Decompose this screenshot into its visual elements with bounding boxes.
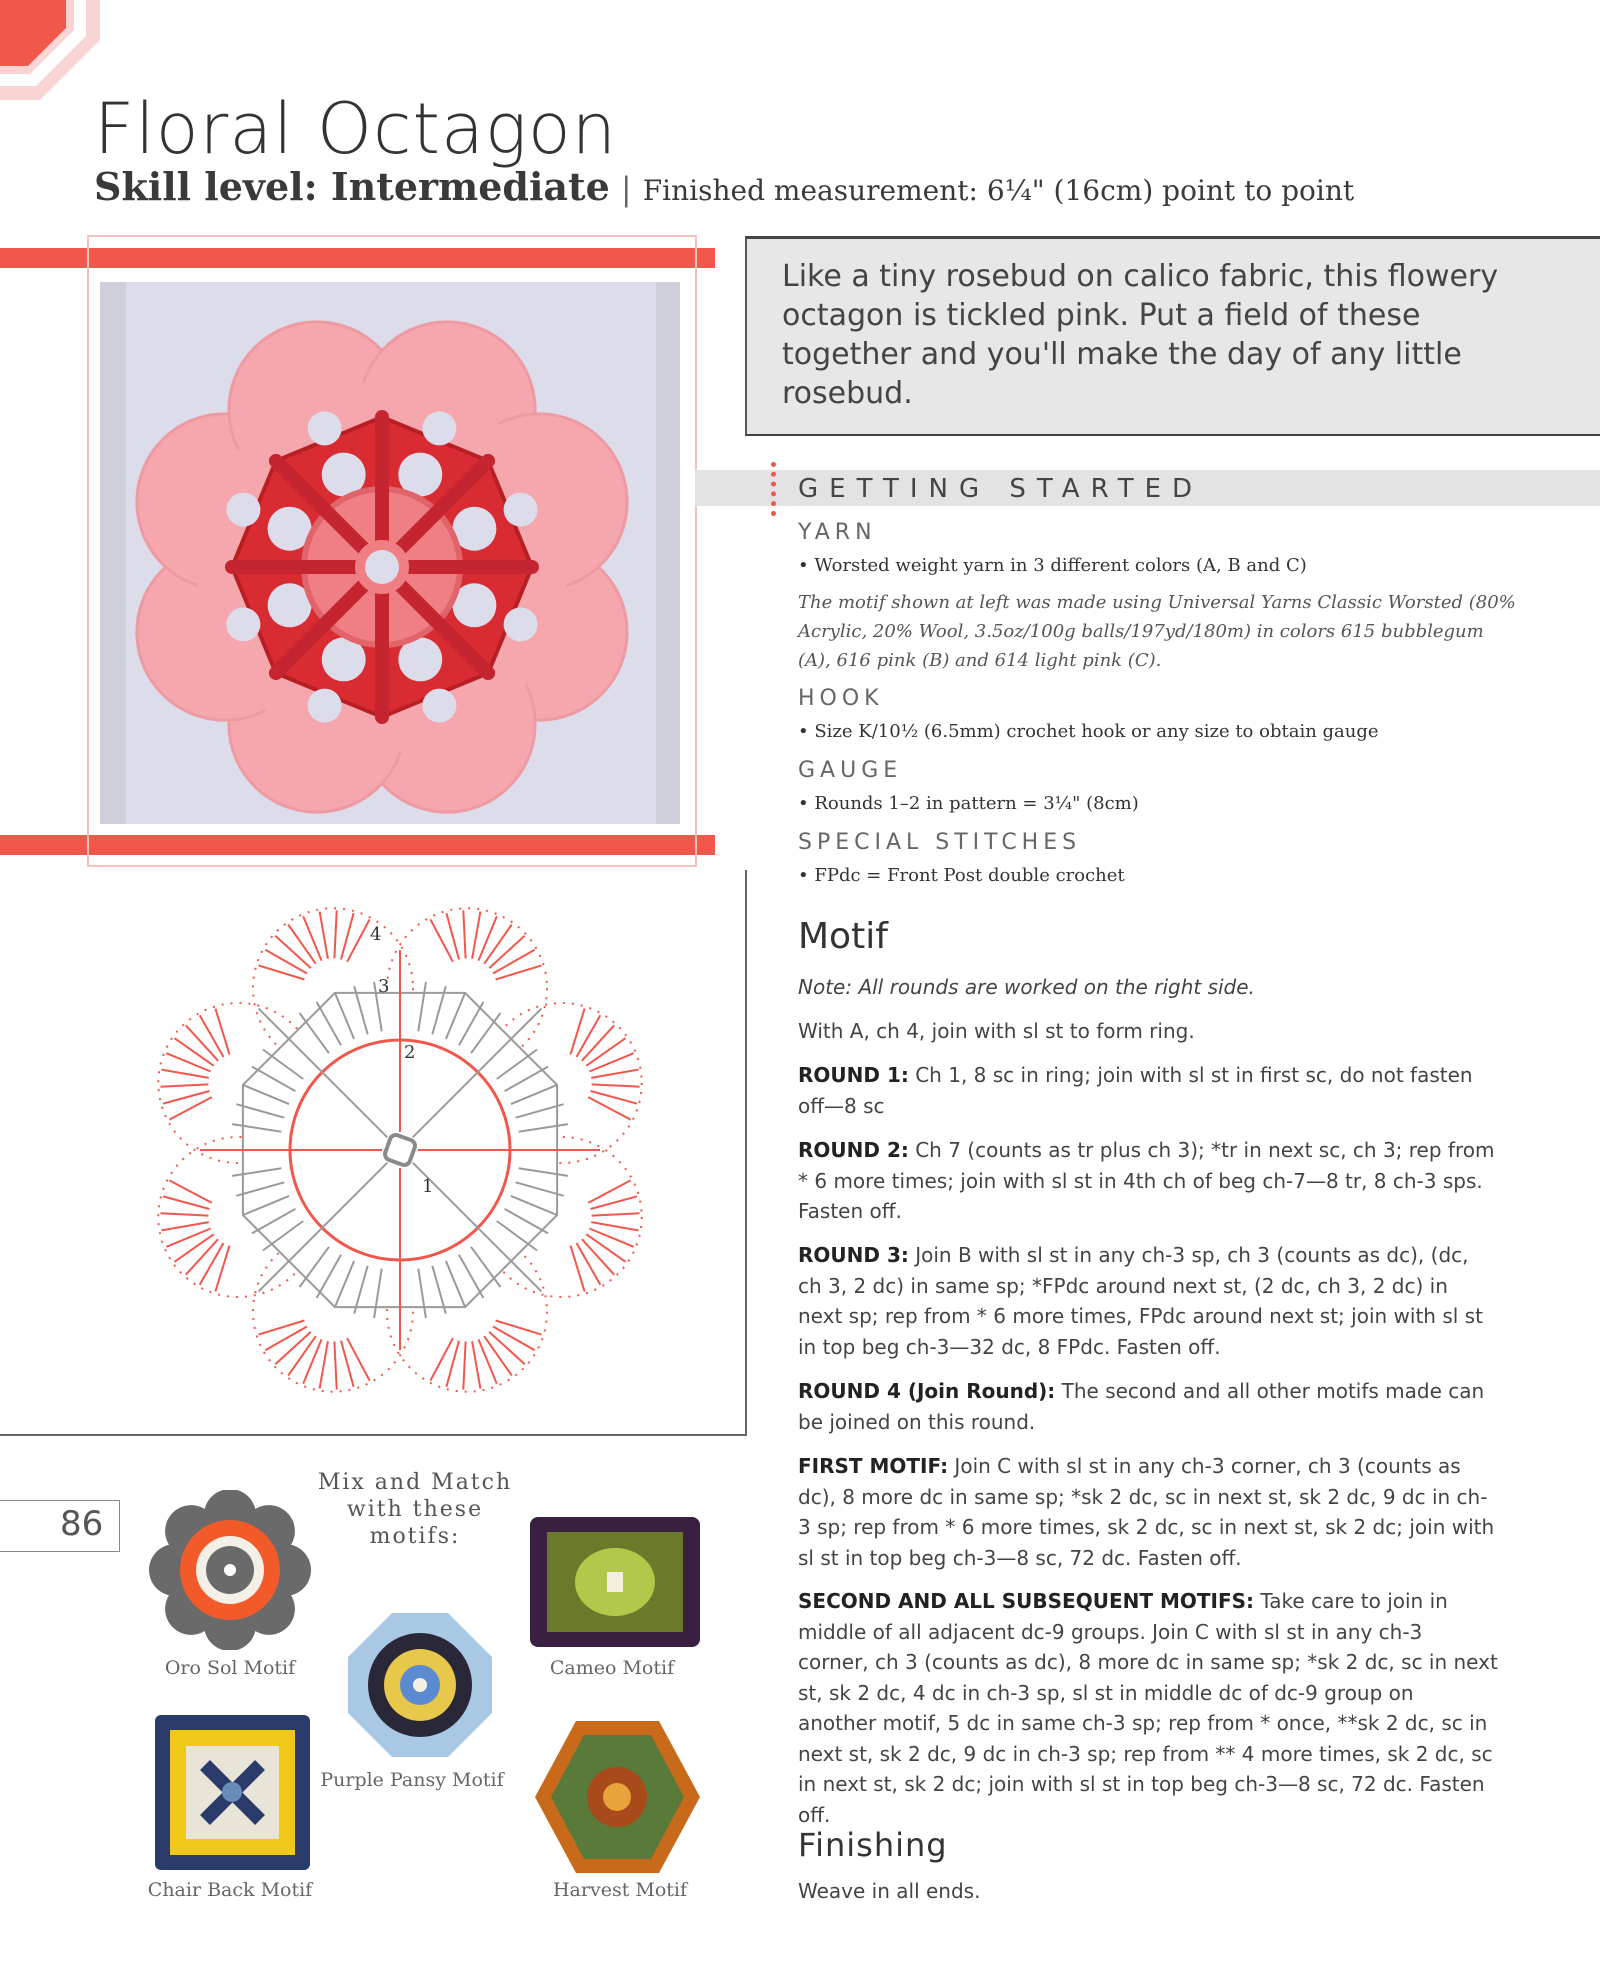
diagram-frame-right (745, 870, 747, 1436)
intro-text: Like a tiny rosebud on calico fabric, this flowery octagon is tickled pink. Put a field of these together and you'll make the day of any little rosebud. (782, 259, 1499, 411)
hole (308, 411, 342, 445)
thumbnail-label-chair-back: Chair Back Motif (147, 1879, 313, 1901)
round-2-text: Ch 7 (counts as tr plus ch 3); *tr in next sc, ch 3; rep from * 6 more times; join with sl st in 4th ch of beg ch-7—8 tr, 8 ch-3 sps. Fasten off. (798, 1138, 1495, 1223)
round-4-label: ROUND 4 (Join Round): (798, 1379, 1056, 1403)
measurement: Finished measurement: 6¼" (16cm) point to point (642, 174, 1355, 207)
round-3-text: Join B with sl st in any ch-3 sp, ch 3 (counts as dc), (dc, ch 3, 2 dc) in same sp; *FPdc around next st, (2 dc, ch 3, 2 dc) in next sp; rep from * 6 more times, FPdc around next st; join with sl st in top beg ch-3—32 dc, 8 FPdc. Fasten off. (798, 1243, 1483, 1359)
finishing-text: Weave in all ends. (798, 1879, 981, 1903)
motif-heading: Motif (798, 916, 888, 957)
hole (226, 607, 260, 641)
yarn-heading: YARN (798, 520, 877, 545)
yarn-item: • Worsted weight yarn in 3 different colors (A, B and C) (798, 555, 1307, 576)
oro-sol-thumbnail (145, 1490, 315, 1650)
crochet-diagram (130, 880, 670, 1420)
gauge-item: • Rounds 1–2 in pattern = 3¼" (8cm) (798, 793, 1139, 814)
thumbnail-label-oro-sol: Oro Sol Motif (164, 1657, 296, 1679)
thumbnail-label-purple-pansy: Purple Pansy Motif (320, 1769, 504, 1791)
subsequent-motifs-text: Take care to join in middle of all adjacent dc-9 groups. Join C with sl st in any ch-3 corner, ch 3 (counts as dc), 8 more dc in same sp; *sk 2 dc, sc in next st, sk 2 dc, 4 dc in ch-3 sp, sl st in middle dc of dc-9 group on another motif, 5 dc in same ch-3 sp; rep from * once, **sk 2 dc, sc in next st, sk 2 dc, 9 dc in ch-3 sp; rep from ** 4 more times, sk 2 dc, sc in next st, sk 2 dc; join with sl st in top beg ch-3—8 sc, 72 dc. Fasten off. (798, 1589, 1498, 1827)
round-1-label: ROUND 1: (798, 1063, 909, 1087)
diagram-label-4: 4 (370, 924, 382, 945)
separator: | (620, 170, 632, 208)
motif-start: With A, ch 4, join with sl st to form ring. (798, 1019, 1195, 1043)
finishing-heading: Finishing (798, 1826, 948, 1864)
round-2-label: ROUND 2: (798, 1138, 909, 1162)
hook-heading: HOOK (798, 686, 884, 711)
thumbnail-label-harvest: Harvest Motif (552, 1879, 688, 1901)
cameo-thumbnail (525, 1512, 705, 1652)
corner-decoration (0, 0, 100, 100)
hole (422, 689, 456, 723)
first-motif-text: Join C with sl st in any ch-3 corner, ch 3 (counts as dc), 8 more dc in same sp; *sk 2 dc, sc in next st, sk 2 dc, 9 dc in ch-3 sp; rep from * 6 more times, sk 2 dc, sc in next st, sk 2 dc; join with sl st in top beg ch-3—8 sc, 72 dc. Fasten off. (798, 1454, 1495, 1570)
hole (422, 411, 456, 445)
mix-and-match-text: Mix and Match with these motifs: (317, 1470, 513, 1549)
section-marker (771, 462, 782, 516)
skill-level: Skill level: Intermediate (94, 164, 610, 209)
first-motif-label: FIRST MOTIF: (798, 1454, 949, 1478)
floral-octagon-photo (100, 282, 680, 824)
hook-item: • Size K/10½ (6.5mm) crochet hook or any size to obtain gauge (798, 721, 1379, 742)
diagram-label-1: 1 (422, 1176, 434, 1197)
getting-started-title: GETTING STARTED (798, 474, 1204, 504)
gauge-heading: GAUGE (798, 758, 903, 783)
round-1 (798, 1060, 1498, 1121)
subsequent-motifs (798, 1586, 1498, 1830)
first-motif (798, 1451, 1498, 1573)
diagram-frame-bottom (0, 1434, 747, 1436)
page-title: Floral Octagon (94, 88, 618, 170)
round-4-text: The second and all other motifs made can be joined on this round. (798, 1379, 1485, 1434)
special-stitches-heading: SPECIAL STITCHES (798, 830, 1082, 855)
round-1-text: Ch 1, 8 sc in ring; join with sl st in first sc, do not fasten off—8 sc (798, 1063, 1473, 1118)
yarn-note: The motif shown at left was made using Universal Yarns Classic Worsted (80% Acrylic, 20% Wool, 3.5oz/100g balls/197yd/180m) in colors 615 bubblegum (A), 616 pink (B) and 614 light pink (C). (798, 592, 1516, 671)
hole (504, 607, 538, 641)
motif-note: Note: All rounds are worked on the right side. (798, 975, 1255, 999)
round-2 (798, 1135, 1498, 1227)
diagram-label-2: 2 (404, 1042, 416, 1063)
hole (226, 493, 260, 527)
round-3-label: ROUND 3: (798, 1243, 909, 1267)
center-ring (360, 545, 404, 589)
page-number: 86 (60, 1504, 104, 1544)
diagram-label-3: 3 (378, 976, 390, 997)
purple-pansy-thumbnail (340, 1605, 500, 1765)
thumbnail-label-cameo: Cameo Motif (549, 1657, 675, 1679)
subtitle (94, 164, 1354, 209)
round-3 (798, 1240, 1498, 1362)
round-4 (798, 1376, 1498, 1437)
harvest-thumbnail (530, 1715, 705, 1880)
special-stitches-item: • FPdc = Front Post double crochet (798, 865, 1125, 886)
subsequent-motifs-label: SECOND AND ALL SUBSEQUENT MOTIFS: (798, 1589, 1255, 1613)
chair-back-thumbnail (150, 1710, 315, 1875)
hole (504, 493, 538, 527)
hole (308, 689, 342, 723)
